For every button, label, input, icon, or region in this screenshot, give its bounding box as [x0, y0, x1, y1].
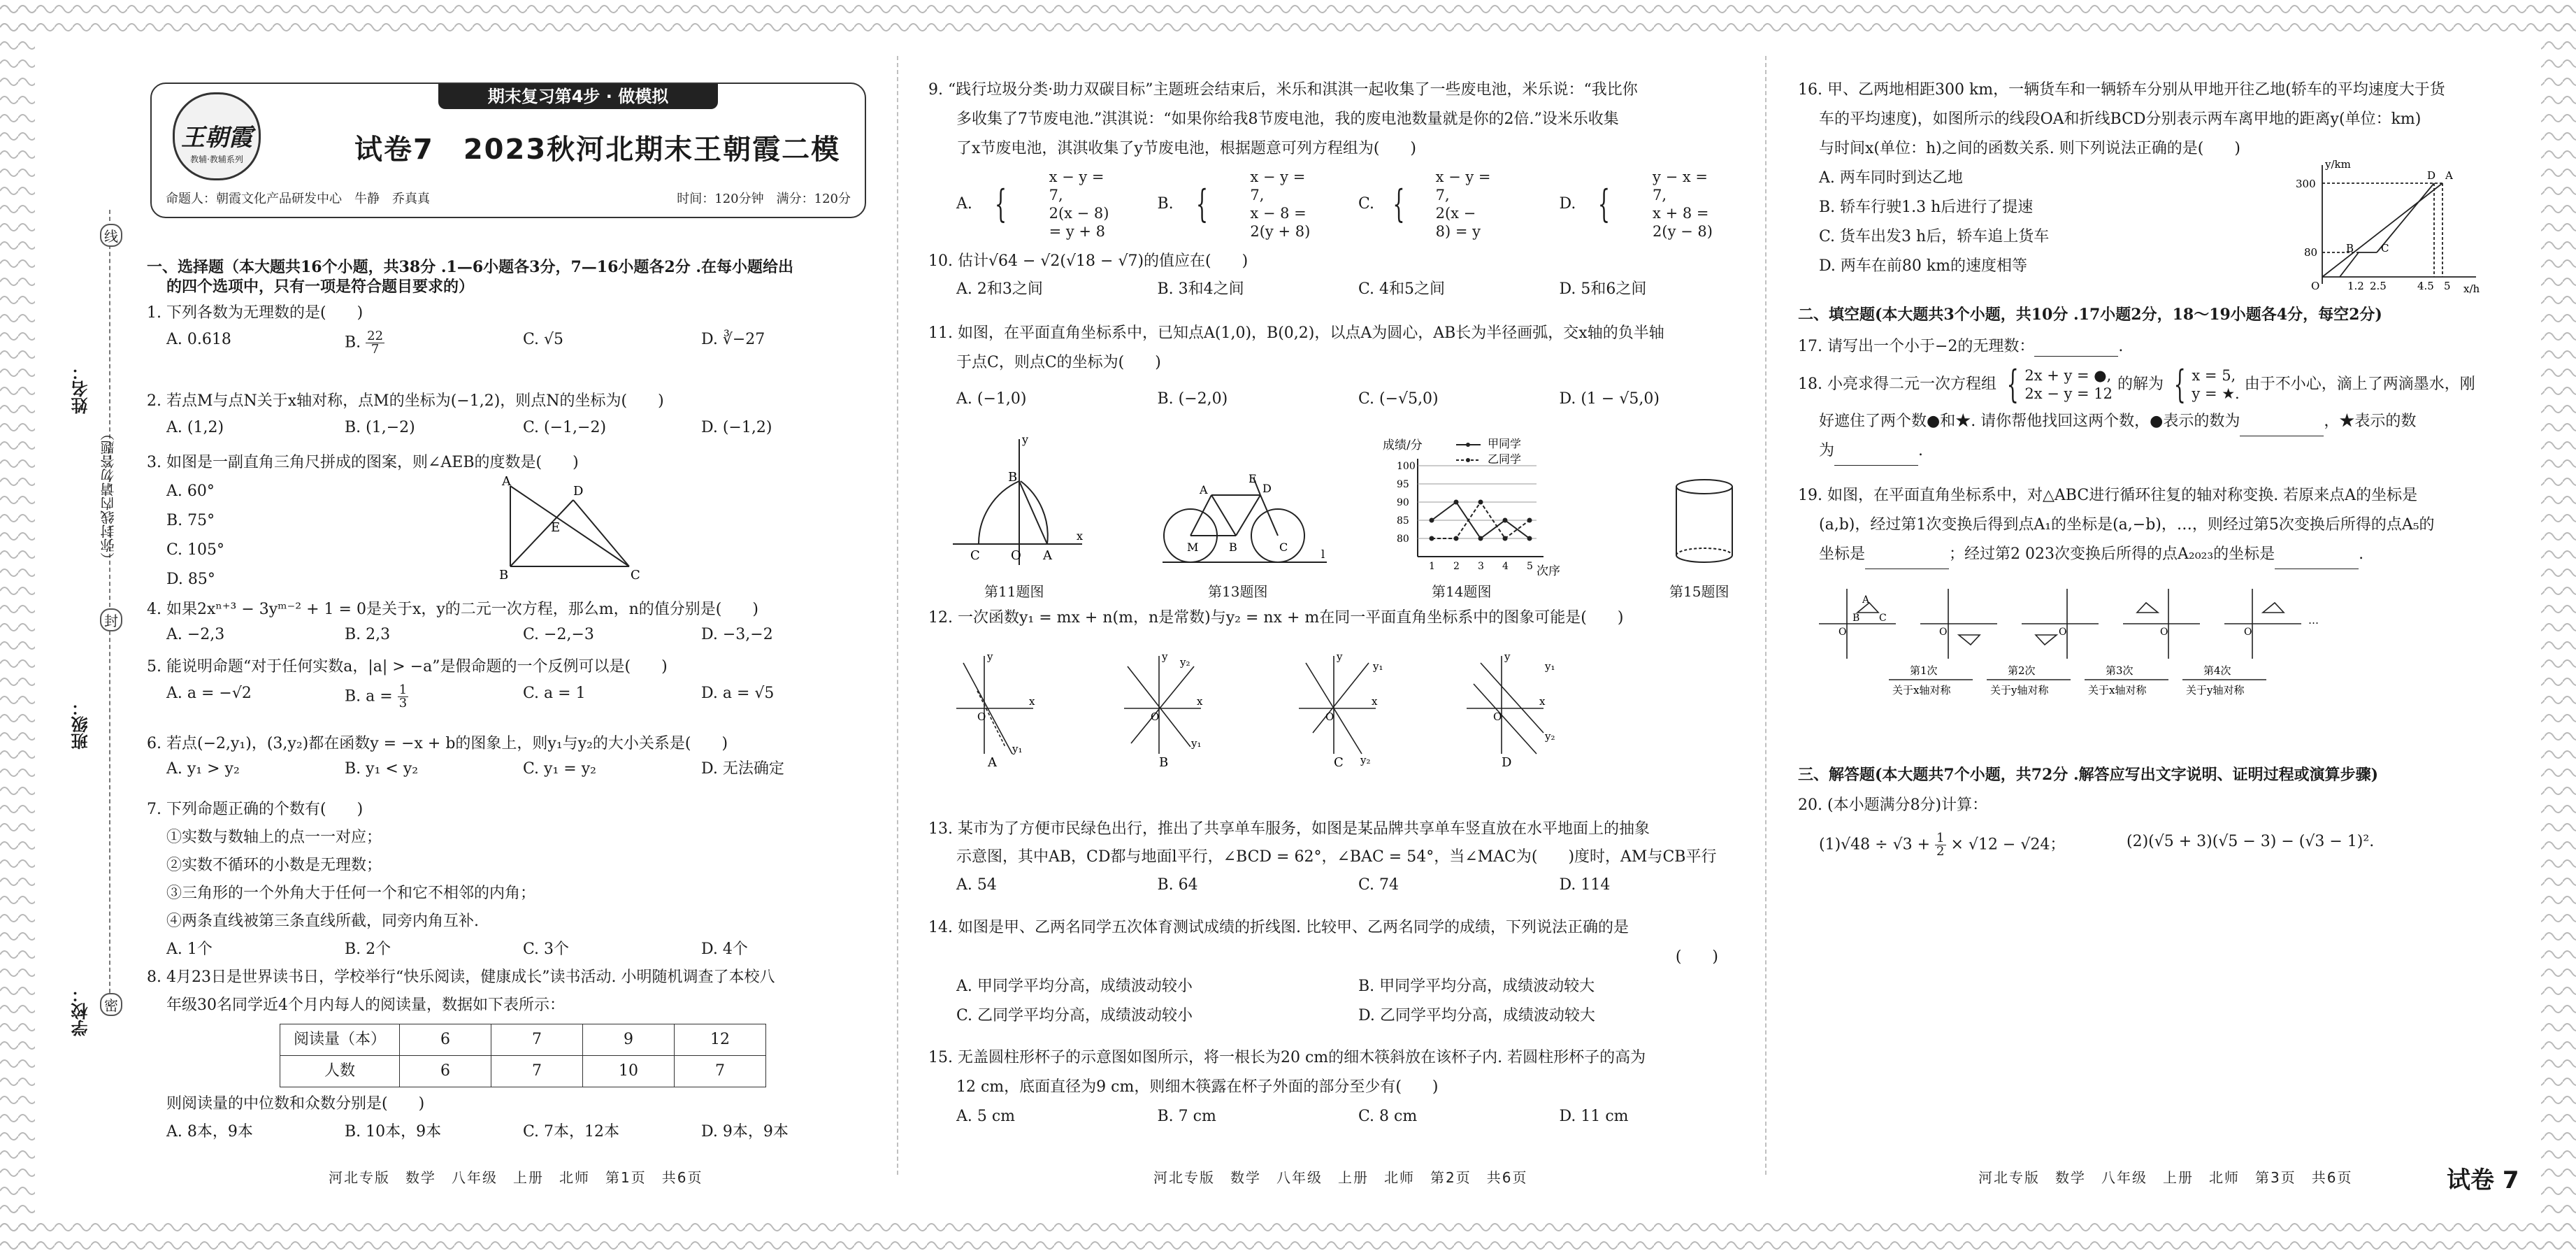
- q3-label-b: B: [499, 568, 509, 580]
- q6-stem: 6. 若点(−2,y₁)，(3,y₂)都在函数y = −x + b的图象上，则y₁与y₂的大小关系是( ): [147, 735, 728, 752]
- q16-option-d[interactable]: D. 两车在前80 km的速度相等: [1819, 257, 2028, 275]
- q8-reading-table: [280, 1024, 766, 1087]
- q14-option-a[interactable]: A. 甲同学平均分高，成绩波动较小: [956, 978, 1193, 995]
- svg-text:y₁: y₁: [1545, 660, 1555, 673]
- question-20: [1798, 796, 2511, 858]
- q14-data-point: [1478, 500, 1483, 505]
- q18-line3: 为: [1819, 442, 1835, 459]
- q18-sol2: y = ★.: [2192, 385, 2240, 402]
- page-footer-1: 河北专版 数学 八年级 上册 北师 第1页 共6页: [329, 1169, 703, 1186]
- q7-statement-3: ③三角形的一个外角大于任何一个和它不相邻的内角；: [166, 885, 536, 902]
- seal-oval-line: 线: [100, 224, 122, 247]
- q16-line1: 16. 甲、乙两地相距300 km，一辆货车和一辆轿车分别从甲地开往乙地(轿车的平均速度大于货: [1798, 81, 2445, 99]
- q14-xtick-label: 1: [1429, 561, 1435, 572]
- svg-text:y₁: y₁: [1012, 743, 1023, 755]
- q15-caption: 第15题图: [1669, 583, 1729, 600]
- q18-end: .: [1918, 442, 1924, 459]
- q10-stem: 10. 估计√64 − √2(√18 − √7)的值应在( ): [928, 252, 1249, 270]
- column-divider: [1765, 56, 1766, 1175]
- q18-blank-star[interactable]: [1834, 451, 1918, 466]
- q7-stem: 7. 下列命题正确的个数有( ): [147, 801, 364, 818]
- q18-eq2: 2x − y = 12: [2024, 385, 2113, 402]
- q14-option-b[interactable]: B. 甲同学平均分高，成绩波动较大: [1358, 978, 1595, 995]
- q1-stem: 1. 下列各数为无理数的是( ): [147, 304, 364, 322]
- q17-end: .: [2118, 338, 2124, 355]
- q1-option-b[interactable]: B. $\frac{22}{7}$: [345, 329, 384, 357]
- q18-mid: 的解为: [2117, 376, 2164, 393]
- svg-text:l: l: [1321, 548, 1325, 561]
- q12-stem: 12. 一次函数y₁ = mx + n(m，n是常数)与y₂ = nx + m在同一平面直角坐标系中的图象可能是( ): [928, 609, 1624, 627]
- name-label: 姓名：: [71, 364, 91, 414]
- q3-option-d[interactable]: D. 85°: [166, 571, 215, 588]
- question-7: [147, 796, 860, 964]
- q11-figure: [949, 432, 1089, 572]
- table-cell: 7: [491, 1056, 583, 1087]
- table-cell: 人数: [280, 1056, 400, 1087]
- class-label: 班级：: [71, 699, 91, 750]
- table-row: [280, 1024, 766, 1056]
- q6-option-d[interactable]: D. 无法确定: [701, 760, 784, 778]
- q18-blank-circle[interactable]: [2240, 422, 2324, 436]
- q16-distance-graph: [2280, 158, 2483, 298]
- q14-legend-a: 甲同学: [1488, 438, 1522, 450]
- q8-option-d[interactable]: D. 9本，9本: [701, 1123, 789, 1141]
- q19-step2-desc: 关于y轴对称: [1990, 684, 2049, 696]
- q6-option-c[interactable]: C. y₁ = y₂: [523, 760, 596, 778]
- q14-option-d[interactable]: D. 乙同学平均分高，成绩波动较大: [1358, 1007, 1595, 1024]
- q16-x-axis-label: x/h: [2463, 283, 2480, 295]
- svg-text:C: C: [970, 548, 980, 563]
- q5-option-c[interactable]: C. a = 1: [523, 685, 586, 702]
- q10-option-d[interactable]: D. 5和6之间: [1559, 280, 1647, 298]
- q8-stem-line1: 8. 4月23日是世界读书日，学校举行“快乐阅读，健康成长”读书活动. 小明随机调查了本校八: [147, 968, 775, 986]
- q7-option-b[interactable]: B. 2个: [345, 941, 391, 958]
- q11-option-c[interactable]: C. (−√5,0): [1358, 390, 1439, 408]
- logo-sub: 教辅·教辅系列: [190, 155, 243, 164]
- q4-option-d[interactable]: D. −3,−2: [701, 626, 773, 643]
- question-1: [147, 303, 860, 356]
- svg-text:O: O: [1939, 627, 1948, 638]
- table-cell: 阅读量（本）: [280, 1024, 400, 1056]
- q20-stem: 20. (本小题满分8分)计算：: [1798, 796, 1988, 814]
- q14-data-point: [1454, 500, 1459, 505]
- q16-point-c: C: [2381, 242, 2389, 255]
- q8-option-b[interactable]: B. 10本，9本: [345, 1123, 442, 1141]
- q11-option-d[interactable]: D. (1 − √5,0): [1559, 390, 1660, 408]
- q16-option-a[interactable]: A. 两车同时到达乙地: [1819, 169, 1963, 187]
- q16-tick-80: 80: [2304, 246, 2318, 259]
- q1-option-c[interactable]: C. √5: [523, 331, 564, 348]
- q12-label-c: C: [1334, 755, 1344, 768]
- q7-option-d[interactable]: D. 4个: [701, 941, 748, 958]
- svg-text:O: O: [1839, 627, 1847, 638]
- q19-blank-a2023[interactable]: [2275, 555, 2359, 569]
- q14-ylabel: 成绩/分: [1383, 438, 1423, 452]
- svg-text:E: E: [1249, 474, 1257, 485]
- q13-option-d[interactable]: D. 114: [1559, 876, 1611, 894]
- q16-point-d: D: [2427, 169, 2436, 182]
- q6-option-a[interactable]: A. y₁ > y₂: [166, 760, 240, 778]
- q5-option-d[interactable]: D. a = √5: [701, 685, 775, 702]
- q14-ytick-label: 100: [1397, 461, 1416, 472]
- question-14: [928, 913, 1732, 1031]
- q2-stem: 2. 若点M与点N关于x轴对称，点M的坐标为(−1,2)，则点N的坐标为( ): [147, 392, 664, 410]
- q13-line2: 示意图，其中AB，CD都与地面l平行，∠BCD = 62°，∠BAC = 54°，当∠MAC为( )度时，AM与CB平行: [956, 848, 1717, 866]
- svg-text:y₁: y₁: [1191, 737, 1202, 750]
- table-row: [280, 1056, 766, 1087]
- q3-triangle-figure: [496, 476, 650, 580]
- q9-option-b[interactable]: B. { x − y = 7, x − 8 = 2(y + 8): [1157, 169, 1311, 240]
- q14-ytick-label: 90: [1397, 497, 1409, 508]
- question-5: [147, 657, 860, 710]
- q19-step3: 第3次: [2106, 664, 2134, 677]
- q15-option-b[interactable]: B. 7 cm: [1157, 1108, 1216, 1125]
- svg-text:y: y: [1162, 650, 1168, 663]
- exam-meta: [166, 189, 851, 207]
- q18-line2: 好遮住了两个数●和★. 请你帮他找回这两个数，●表示的数为: [1819, 413, 2240, 430]
- svg-text:y: y: [1337, 650, 1343, 663]
- q14-data-point: [1527, 536, 1532, 541]
- time-score: 时间：120分钟 满分：120分: [677, 192, 851, 206]
- q8-option-c[interactable]: C. 7本，12本: [523, 1123, 620, 1141]
- q19-step4-desc: 关于y轴对称: [2186, 684, 2245, 696]
- q16-tick-1-2: 1.2: [2347, 280, 2364, 292]
- q14-legend-b: 乙同学: [1488, 452, 1522, 466]
- table-cell: 7: [675, 1056, 766, 1087]
- q14-ytick-label: 95: [1397, 479, 1409, 490]
- q2-option-c[interactable]: C. (−1,−2): [523, 419, 607, 436]
- q19-step2: 第2次: [2008, 664, 2036, 677]
- svg-text:M: M: [1187, 541, 1199, 554]
- q14-data-point: [1527, 518, 1532, 523]
- q7-statement-1: ①实数与数轴上的点一一对应；: [166, 829, 382, 846]
- q2-option-a[interactable]: A. (1,2): [166, 419, 224, 436]
- exam-header: [150, 83, 866, 218]
- q3-label-c: C: [631, 568, 640, 580]
- q14-line1: 14. 如图是甲、乙两名同学五次体育测试成绩的折线图. 比较甲、乙两名同学的成绩，下列说法正确的是: [928, 919, 1629, 936]
- question-2: [147, 392, 860, 438]
- q14-caption: 第14题图: [1432, 583, 1492, 600]
- section3-heading: 三、解答题(本大题共7个小题，共72分 .解答应写出文字说明、证明过程或演算步骤): [1798, 766, 2379, 784]
- svg-text:C: C: [1279, 541, 1288, 554]
- svg-text:O: O: [2059, 627, 2067, 638]
- question-8: [147, 964, 860, 1146]
- q2-option-d[interactable]: D. (−1,2): [701, 419, 772, 436]
- q19-line3: 坐标是: [1819, 545, 1866, 563]
- q7-statement-2: ②实数不循环的小数是无理数；: [166, 857, 382, 874]
- q8-stem-line2: 年级30名同学近4个月内每人的阅读量，数据如下表所示：: [166, 996, 565, 1014]
- q20-part1: (1)√48 ÷ √3 + $\frac{1}{2}$ × √12 − √24；: [1819, 831, 2066, 859]
- q16-tick-5: 5: [2444, 280, 2451, 292]
- table-cell: 9: [583, 1024, 675, 1056]
- q13-bicycle-figure: [1159, 474, 1334, 572]
- q4-option-a[interactable]: A. −2,3: [166, 626, 225, 643]
- q15-option-d[interactable]: D. 11 cm: [1559, 1108, 1629, 1125]
- section1-heading: 一、选择题（本大题共16个小题，共38分 .1—6小题各3分，7—16小题各2分 .在每小题给出 的四个选项中，只有一项是符合题目要求的）: [147, 258, 794, 296]
- q19-blank-a5[interactable]: [1865, 555, 1949, 569]
- q11-line2: 于点C，则点C的坐标为( ): [956, 354, 1161, 371]
- q16-point-b: B: [2346, 242, 2354, 255]
- table-cell: 6: [400, 1056, 491, 1087]
- q3-label-d: D: [573, 484, 584, 499]
- svg-text:x: x: [1539, 695, 1546, 708]
- q11-option-a[interactable]: A. (−1,0): [956, 390, 1027, 408]
- q18-sol1: x = 5,: [2192, 367, 2236, 384]
- q18-eq1: 2x + y = ●,: [2024, 367, 2112, 384]
- q14-option-c[interactable]: C. 乙同学平均分高，成绩波动较小: [956, 1007, 1193, 1024]
- svg-text:x: x: [1029, 695, 1035, 708]
- q1-option-d[interactable]: D. ∛−27: [701, 331, 765, 348]
- svg-text:y₂: y₂: [1180, 656, 1190, 669]
- question-6: [147, 734, 860, 779]
- q19-step1-desc: 关于x轴对称: [1892, 684, 1951, 696]
- q11-caption: 第11题图: [984, 583, 1044, 600]
- svg-text:y: y: [1504, 650, 1511, 663]
- svg-text:y: y: [1022, 433, 1029, 446]
- svg-text:B: B: [1229, 541, 1237, 554]
- q3-label-a: A: [502, 476, 511, 489]
- q19-line3b: ；经过第2 023次变换后所得的点A₂₀₂₃的坐标是: [1949, 545, 2275, 563]
- svg-text:A: A: [1862, 594, 1870, 606]
- q14-ytick-label: 80: [1397, 534, 1409, 545]
- q19-end: .: [2359, 545, 2364, 563]
- svg-text:x: x: [1197, 695, 1203, 708]
- q15-option-c[interactable]: C. 8 cm: [1358, 1108, 1418, 1125]
- question-17: [1798, 337, 2511, 357]
- svg-text:A: A: [1043, 548, 1052, 563]
- svg-text:x: x: [1077, 529, 1084, 543]
- q3-option-b[interactable]: B. 75°: [166, 512, 215, 529]
- q2-option-b[interactable]: B. (1,−2): [345, 419, 415, 436]
- q15-cup-figure: [1669, 477, 1739, 568]
- q15-line2: 12 cm，底面直径为9 cm，则细木筷露在杯子外面的部分至少有( ): [956, 1078, 1439, 1096]
- q9-line2: 多收集了7节废电池.”淇淇说：“如果你给我8节废电池，我的废电池数量就是你的2倍.”设米乐收集: [956, 110, 1619, 128]
- q10-option-c[interactable]: C. 4和5之间: [1358, 280, 1446, 298]
- q5-option-a[interactable]: A. a = −√2: [166, 685, 252, 702]
- school-label: 学校：: [71, 986, 91, 1036]
- svg-text:B: B: [1008, 470, 1018, 485]
- q16-option-b[interactable]: B. 轿车行驶1.3 h后进行了提速: [1819, 199, 2034, 216]
- q14-data-point: [1503, 518, 1508, 523]
- svg-text:y₂: y₂: [1360, 754, 1371, 766]
- q15-option-a[interactable]: A. 5 cm: [956, 1108, 1016, 1125]
- authors: 命题人：朝霞文化产品研发中心 牛静 乔真真: [166, 192, 430, 206]
- column-divider: [897, 56, 898, 1175]
- svg-text:x: x: [1372, 695, 1378, 708]
- q3-stem: 3. 如图是一副直角三角尺拼成的图案，则∠AEB的度数是( ): [147, 454, 579, 471]
- q13-option-c[interactable]: C. 74: [1358, 876, 1399, 894]
- question-10: [928, 248, 1732, 303]
- svg-text:C: C: [1879, 613, 1887, 624]
- q14-xtick-label: 2: [1453, 561, 1460, 572]
- question-19: [1798, 481, 2511, 569]
- q19-ellipsis: …: [2308, 614, 2319, 627]
- q13-caption: 第13题图: [1208, 583, 1268, 600]
- brand-logo: [173, 92, 261, 180]
- q10-option-b[interactable]: B. 3和4之间: [1157, 280, 1244, 298]
- q16-tick-2-5: 2.5: [2370, 280, 2387, 292]
- q14-data-point: [1503, 536, 1508, 541]
- page-footer-2: 河北专版 数学 八年级 上册 北师 第2页 共6页: [1153, 1169, 1528, 1186]
- q12-label-a: A: [988, 755, 997, 768]
- svg-text:y₁: y₁: [1373, 660, 1383, 673]
- question-9: [928, 76, 1732, 241]
- q19-line1: 19. 如图，在平面直角坐标系中，对△ABC进行循环往复的轴对称变换. 若原来点A的坐标是: [1798, 487, 2418, 504]
- q5-option-b[interactable]: B. a = $\frac{1}{3}$: [345, 682, 408, 710]
- svg-text:O: O: [1325, 710, 1334, 723]
- q4-option-c[interactable]: C. −2,−3: [523, 626, 594, 643]
- svg-text:y: y: [987, 650, 993, 663]
- q14-xtick-label: 4: [1502, 561, 1509, 572]
- question-11: [928, 319, 1732, 414]
- q16-option-c[interactable]: C. 货车出发3 h后，轿车追上货车: [1819, 228, 2050, 245]
- q16-line3: 与时间x(单位：h)之间的函数关系. 则下列说法正确的是( ): [1819, 140, 2240, 157]
- q11-line1: 11. 如图，在平面直角坐标系中，已知点A(1,0)，B(0,2)，以点A为圆心，AB长为半径画弧，交x轴的负半轴: [928, 324, 1664, 342]
- question-3: [147, 453, 860, 594]
- paper-number-badge: 试卷 7: [2447, 1166, 2519, 1194]
- q14-data-point: [1454, 536, 1459, 541]
- q16-origin: O: [2311, 280, 2320, 292]
- q18-line2b: ，★表示的数: [2324, 413, 2417, 430]
- table-cell: 12: [675, 1024, 766, 1056]
- q17-answer-blank[interactable]: [2034, 342, 2118, 357]
- q14-line-chart: [1369, 438, 1564, 578]
- q8-option-a[interactable]: A. 8本，9本: [166, 1123, 253, 1141]
- q10-option-a[interactable]: A. 2和3之间: [956, 280, 1043, 298]
- q4-option-b[interactable]: B. 2,3: [345, 626, 391, 643]
- svg-text:O: O: [977, 710, 986, 723]
- q13-option-b[interactable]: B. 64: [1157, 876, 1198, 894]
- question-13: [928, 815, 1732, 899]
- q13-line1: 13. 某市为了方便市民绿色出行，推出了共享单车服务，如图是某品牌共享单车竖直放在水平地面上的抽象: [928, 820, 1650, 838]
- q19-line2: (a,b)，经过第1次变换后得到点A₁的坐标是(a,−b)，…，则经过第5次变换后所得的点A₅的: [1819, 516, 2435, 534]
- q16-y-axis-label: y/km: [2325, 158, 2351, 171]
- review-tag: 期末复习第4步 · 做模拟: [438, 84, 718, 109]
- q1-option-a[interactable]: A. 0.618: [166, 331, 231, 348]
- q14-data-point: [1478, 536, 1483, 541]
- q16-point-a: A: [2445, 169, 2453, 182]
- q12-label-b: B: [1159, 755, 1169, 768]
- q9-option-d[interactable]: D. { y − x = 7, x + 8 = 2(y − 8): [1559, 169, 1713, 240]
- svg-text:O: O: [2160, 627, 2168, 638]
- table-cell: 7: [491, 1024, 583, 1056]
- seal-note: （弥封线内请勿答题）: [100, 427, 117, 566]
- q14-xlabel: 次序: [1537, 564, 1560, 578]
- question-18: 18. 小亮求得二元一次方程组 { 2x + y = ●, 2x − y = 12 的解为 { x = 5, y = ★. 由于不小心，滴上了两滴墨水，刚 好遮住了两个数●和★. 请你帮他找回这两个数，●表示的数为 ，★表示的数 为 .: [1798, 366, 2511, 466]
- q7-option-c[interactable]: C. 3个: [523, 941, 570, 958]
- q3-option-c[interactable]: C. 105°: [166, 541, 225, 559]
- q18-post: 由于不小心，滴上了两滴墨水，刚: [2244, 376, 2475, 393]
- svg-text:O: O: [1493, 710, 1502, 723]
- q9-line3: 了x节废电池，淇淇收集了y节废电池，根据题意可列方程组为( ): [956, 140, 1417, 157]
- section2-heading: 二、填空题(本大题共3个小题，共10分 .17小题2分，18～19小题各4分，每空2分): [1798, 306, 2382, 324]
- q6-option-b[interactable]: B. y₁ < y₂: [345, 760, 419, 778]
- svg-text:D: D: [1262, 482, 1272, 495]
- q8-question: 则阅读量的中位数和众数分别是( ): [166, 1095, 425, 1113]
- q19-transform-figure: [1819, 582, 2518, 701]
- exam-title: 试卷7 2023秋河北期末王朝霞二模: [354, 134, 841, 166]
- q18-pre: 18. 小亮求得二元一次方程组: [1798, 376, 1996, 393]
- svg-text:y₂: y₂: [1545, 730, 1555, 743]
- q19-step4: 第4次: [2203, 664, 2231, 677]
- svg-text:A: A: [1200, 483, 1208, 496]
- svg-text:O: O: [1011, 548, 1021, 563]
- seal-oval-mi: 密: [100, 993, 122, 1016]
- q16-line2: 车的平均速度)，如图所示的线段OA和折线BCD分别表示两车离甲地的距离y(单位：km): [1819, 110, 2422, 128]
- q9-line1: 9. “践行垃圾分类·助力双碳目标”主题班会结束后，米乐和淇淇一起收集了一些废电池，米乐说：“我比你: [928, 81, 1638, 99]
- svg-text:O: O: [2244, 627, 2252, 638]
- logo-text: 王朝霞: [181, 124, 252, 152]
- q9-option-c[interactable]: C. { x − y = 7, 2(x − 8) = y: [1358, 169, 1491, 240]
- q19-step1: 第1次: [1910, 664, 1938, 677]
- q16-tick-300: 300: [2296, 178, 2316, 190]
- question-4: [147, 600, 860, 645]
- q14-xtick-label: 3: [1478, 561, 1484, 572]
- q14-data-point: [1430, 536, 1434, 541]
- q3-option-a[interactable]: A. 60°: [166, 482, 215, 500]
- q14-paren: ( ): [1675, 948, 1718, 966]
- q9-option-a[interactable]: A. { x − y = 7, 2(x − 8) = y + 8: [956, 169, 1109, 240]
- table-cell: 6: [400, 1024, 491, 1056]
- q15-line1: 15. 无盖圆柱形杯子的示意图如图所示，将一根长为20 cm的细木筷斜放在该杯子内. 若圆柱形杯子的高为: [928, 1049, 1646, 1066]
- seal-oval-feng: 封: [100, 608, 122, 631]
- q3-label-e: E: [551, 520, 561, 535]
- question-15: [928, 1043, 1732, 1131]
- q4-stem: 4. 如果2xⁿ⁺³ − 3yᵐ⁻² + 1 = 0是关于x，y的二元一次方程，那么m，n的值分别是( ): [147, 601, 758, 618]
- q7-statement-4: ④两条直线被第三条直线所截，同旁内角互补.: [166, 913, 479, 930]
- q19-step3-desc: 关于x轴对称: [2088, 684, 2147, 696]
- q11-option-b[interactable]: B. (−2,0): [1157, 390, 1228, 408]
- page-footer-3: 河北专版 数学 八年级 上册 北师 第3页 共6页: [1978, 1169, 2353, 1186]
- q12-graph-options: [956, 649, 1655, 768]
- table-cell: 10: [583, 1056, 675, 1087]
- q12-label-d: D: [1502, 755, 1512, 768]
- q14-xtick-label: 5: [1527, 561, 1533, 572]
- q16-tick-4-5: 4.5: [2417, 280, 2434, 292]
- svg-text:B: B: [1852, 613, 1860, 624]
- q7-option-a[interactable]: A. 1个: [166, 941, 213, 958]
- q13-option-a[interactable]: A. 54: [956, 876, 997, 894]
- question-12: [928, 608, 1732, 628]
- q5-stem: 5. 能说明命题“对于任何实数a，|a| > −a”是假命题的一个反例可以是( ): [147, 658, 668, 675]
- q17-stem: 17. 请写出一个小于−2的无理数：: [1798, 338, 2035, 355]
- q14-data-point: [1430, 518, 1434, 523]
- q20-part2: (2)(√5 + 3)(√5 − 3) − (√3 − 1)².: [2127, 833, 2375, 850]
- q14-ytick-label: 85: [1397, 515, 1409, 527]
- svg-text:O: O: [1151, 710, 1160, 723]
